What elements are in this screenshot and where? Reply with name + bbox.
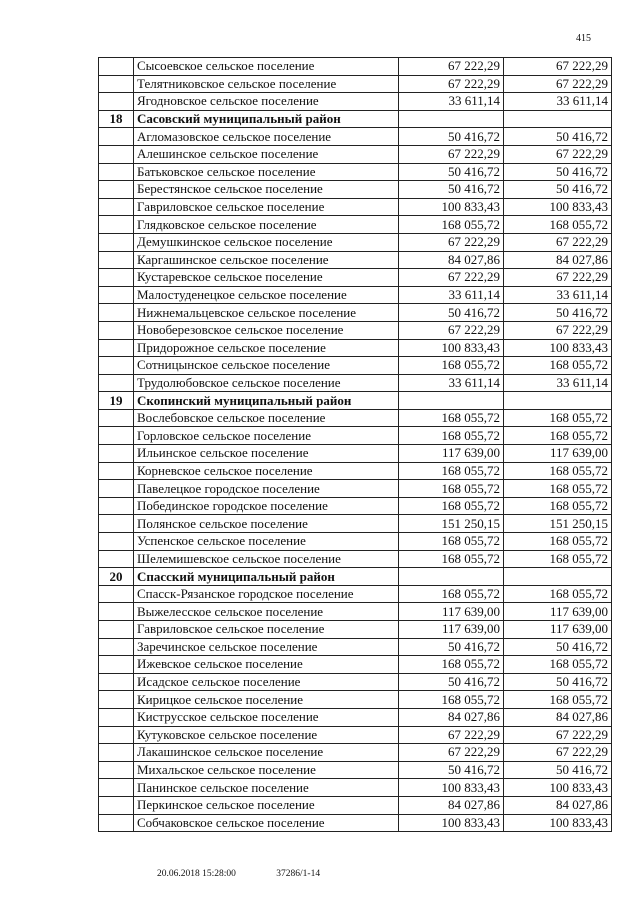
- settlement-name-cell: Гавриловское сельское поселение: [134, 621, 399, 639]
- table-row: [99, 656, 612, 674]
- row-number-cell: [99, 779, 134, 797]
- row-number-cell: [99, 585, 134, 603]
- amount-cell-1: [399, 110, 504, 128]
- amount-cell-2: 168 055,72: [504, 691, 612, 709]
- table-row: [99, 269, 612, 287]
- settlement-name-cell: Исадское сельское поселение: [134, 673, 399, 691]
- amount-cell-1: 168 055,72: [399, 497, 504, 515]
- amount-cell-2: [504, 110, 612, 128]
- settlement-name-cell: Глядковское сельское поселение: [134, 216, 399, 234]
- row-number-cell: [99, 233, 134, 251]
- table-row: [99, 58, 612, 76]
- amount-cell-2: 151 250,15: [504, 515, 612, 533]
- amount-cell-2: 168 055,72: [504, 585, 612, 603]
- table-row: [99, 339, 612, 357]
- table-row: [99, 216, 612, 234]
- amount-cell-1: 84 027,86: [399, 796, 504, 814]
- table-row: [99, 621, 612, 639]
- settlement-name-cell: Спасский муниципальный район: [134, 568, 399, 586]
- settlement-name-cell: Алешинское сельское поселение: [134, 145, 399, 163]
- amount-cell-1: 168 055,72: [399, 216, 504, 234]
- district-row: [99, 392, 612, 410]
- settlement-name-cell: Скопинский муниципальный район: [134, 392, 399, 410]
- amount-cell-2: 100 833,43: [504, 198, 612, 216]
- amount-cell-1: 67 222,29: [399, 75, 504, 93]
- amount-cell-1: 100 833,43: [399, 198, 504, 216]
- amount-cell-2: 168 055,72: [504, 497, 612, 515]
- table-row: [99, 357, 612, 375]
- settlement-name-cell: Ильинское сельское поселение: [134, 445, 399, 463]
- amount-cell-2: 100 833,43: [504, 339, 612, 357]
- amount-cell-1: 168 055,72: [399, 550, 504, 568]
- row-number-cell: [99, 269, 134, 287]
- row-number-cell: [99, 427, 134, 445]
- amount-cell-1: 84 027,86: [399, 251, 504, 269]
- amount-cell-1: 168 055,72: [399, 462, 504, 480]
- amount-cell-2: 100 833,43: [504, 779, 612, 797]
- amount-cell-2: 84 027,86: [504, 796, 612, 814]
- table-row: [99, 93, 612, 111]
- table-row: [99, 814, 612, 832]
- table-row: [99, 409, 612, 427]
- table-row: [99, 515, 612, 533]
- settlement-name-cell: Берестянское сельское поселение: [134, 181, 399, 199]
- settlement-name-cell: Сасовский муниципальный район: [134, 110, 399, 128]
- row-number-cell: 19: [99, 392, 134, 410]
- amount-cell-1: 50 416,72: [399, 128, 504, 146]
- amount-cell-1: 33 611,14: [399, 374, 504, 392]
- settlement-name-cell: Батьковское сельское поселение: [134, 163, 399, 181]
- settlement-name-cell: Выжелесское сельское поселение: [134, 603, 399, 621]
- row-number-cell: [99, 75, 134, 93]
- row-number-cell: [99, 656, 134, 674]
- table-row: [99, 779, 612, 797]
- row-number-cell: [99, 128, 134, 146]
- amount-cell-2: 117 639,00: [504, 621, 612, 639]
- amount-cell-2: 50 416,72: [504, 128, 612, 146]
- amount-cell-1: 100 833,43: [399, 779, 504, 797]
- amount-cell-2: 67 222,29: [504, 58, 612, 76]
- settlement-name-cell: Придорожное сельское поселение: [134, 339, 399, 357]
- amount-cell-1: 117 639,00: [399, 621, 504, 639]
- settlement-name-cell: Кустаревское сельское поселение: [134, 269, 399, 287]
- row-number-cell: [99, 497, 134, 515]
- footer: [157, 869, 320, 879]
- settlement-name-cell: Полянское сельское поселение: [134, 515, 399, 533]
- settlement-name-cell: Кутуковское сельское поселение: [134, 726, 399, 744]
- settlement-name-cell: Лакашинское сельское поселение: [134, 744, 399, 762]
- amount-cell-2: 84 027,86: [504, 708, 612, 726]
- amount-cell-2: 67 222,29: [504, 744, 612, 762]
- row-number-cell: [99, 796, 134, 814]
- table-row: [99, 638, 612, 656]
- settlement-name-cell: Новоберезовское сельское поселение: [134, 321, 399, 339]
- settlement-name-cell: Перкинское сельское поселение: [134, 796, 399, 814]
- footer-timestamp: 20.06.2018 15:28:00: [157, 869, 236, 879]
- row-number-cell: [99, 321, 134, 339]
- settlement-name-cell: Малостуденецкое сельское поселение: [134, 286, 399, 304]
- amount-cell-1: 67 222,29: [399, 233, 504, 251]
- amount-cell-2: 168 055,72: [504, 462, 612, 480]
- table-row: [99, 181, 612, 199]
- amount-cell-1: 67 222,29: [399, 321, 504, 339]
- row-number-cell: [99, 814, 134, 832]
- table-row: [99, 427, 612, 445]
- table-row: [99, 321, 612, 339]
- table-body: [99, 58, 612, 832]
- settlement-name-cell: Ягодновское сельское поселение: [134, 93, 399, 111]
- row-number-cell: [99, 339, 134, 357]
- settlement-name-cell: Спасск-Рязанское городское поселение: [134, 585, 399, 603]
- row-number-cell: [99, 216, 134, 234]
- row-number-cell: [99, 603, 134, 621]
- settlement-name-cell: Панинское сельское поселение: [134, 779, 399, 797]
- row-number-cell: [99, 163, 134, 181]
- row-number-cell: [99, 357, 134, 375]
- amount-cell-2: 67 222,29: [504, 726, 612, 744]
- table-row: [99, 128, 612, 146]
- amount-cell-2: 50 416,72: [504, 761, 612, 779]
- row-number-cell: [99, 304, 134, 322]
- row-number-cell: [99, 251, 134, 269]
- row-number-cell: [99, 533, 134, 551]
- table-row: [99, 304, 612, 322]
- amount-cell-2: 33 611,14: [504, 374, 612, 392]
- row-number-cell: 20: [99, 568, 134, 586]
- table-row: [99, 163, 612, 181]
- amount-cell-1: 84 027,86: [399, 708, 504, 726]
- amount-cell-1: 168 055,72: [399, 691, 504, 709]
- table-row: [99, 550, 612, 568]
- row-number-cell: [99, 198, 134, 216]
- table-row: [99, 708, 612, 726]
- table-row: [99, 603, 612, 621]
- amount-cell-2: 168 055,72: [504, 216, 612, 234]
- amount-cell-2: 50 416,72: [504, 181, 612, 199]
- settlement-name-cell: Кирицкое сельское поселение: [134, 691, 399, 709]
- row-number-cell: [99, 286, 134, 304]
- amount-cell-2: 50 416,72: [504, 638, 612, 656]
- amount-cell-2: 117 639,00: [504, 603, 612, 621]
- settlement-name-cell: Киструсское сельское поселение: [134, 708, 399, 726]
- table-row: [99, 691, 612, 709]
- table-row: [99, 374, 612, 392]
- amount-cell-1: 67 222,29: [399, 58, 504, 76]
- amount-cell-1: 33 611,14: [399, 93, 504, 111]
- row-number-cell: [99, 93, 134, 111]
- amount-cell-1: 50 416,72: [399, 638, 504, 656]
- amount-cell-1: 117 639,00: [399, 445, 504, 463]
- row-number-cell: [99, 445, 134, 463]
- table-row: [99, 726, 612, 744]
- settlement-name-cell: Трудолюбовское сельское поселение: [134, 374, 399, 392]
- settlement-name-cell: Павелецкое городское поселение: [134, 480, 399, 498]
- amount-cell-1: 100 833,43: [399, 339, 504, 357]
- amount-cell-1: 168 055,72: [399, 480, 504, 498]
- table-row: [99, 533, 612, 551]
- amount-cell-1: [399, 392, 504, 410]
- settlement-name-cell: Сысоевское сельское поселение: [134, 58, 399, 76]
- row-number-cell: [99, 409, 134, 427]
- amount-cell-2: [504, 392, 612, 410]
- settlement-name-cell: Ижевское сельское поселение: [134, 656, 399, 674]
- amount-cell-1: 100 833,43: [399, 814, 504, 832]
- row-number-cell: [99, 726, 134, 744]
- amount-cell-2: 168 055,72: [504, 656, 612, 674]
- row-number-cell: [99, 374, 134, 392]
- row-number-cell: [99, 181, 134, 199]
- allocation-table: [98, 57, 612, 832]
- district-row: [99, 568, 612, 586]
- table-row: [99, 761, 612, 779]
- amount-cell-1: 168 055,72: [399, 427, 504, 445]
- amount-cell-2: 67 222,29: [504, 321, 612, 339]
- amount-cell-2: 33 611,14: [504, 286, 612, 304]
- amount-cell-1: 168 055,72: [399, 533, 504, 551]
- amount-cell-2: 117 639,00: [504, 445, 612, 463]
- amount-cell-2: 67 222,29: [504, 233, 612, 251]
- amount-cell-2: 84 027,86: [504, 251, 612, 269]
- row-number-cell: [99, 462, 134, 480]
- table-row: [99, 462, 612, 480]
- page-number: 415: [576, 33, 591, 44]
- amount-cell-1: 33 611,14: [399, 286, 504, 304]
- district-row: [99, 110, 612, 128]
- settlement-name-cell: Шелемишевское сельское поселение: [134, 550, 399, 568]
- settlement-name-cell: Михальское сельское поселение: [134, 761, 399, 779]
- amount-cell-1: 168 055,72: [399, 409, 504, 427]
- amount-cell-1: 168 055,72: [399, 357, 504, 375]
- table-row: [99, 445, 612, 463]
- row-number-cell: [99, 515, 134, 533]
- amount-cell-2: 50 416,72: [504, 163, 612, 181]
- amount-cell-1: 67 222,29: [399, 145, 504, 163]
- amount-cell-1: 168 055,72: [399, 585, 504, 603]
- amount-cell-2: 50 416,72: [504, 673, 612, 691]
- amount-cell-1: 50 416,72: [399, 163, 504, 181]
- amount-cell-2: 168 055,72: [504, 480, 612, 498]
- table-row: [99, 744, 612, 762]
- row-number-cell: [99, 761, 134, 779]
- amount-cell-1: 67 222,29: [399, 726, 504, 744]
- amount-cell-2: 100 833,43: [504, 814, 612, 832]
- table-row: [99, 75, 612, 93]
- table-row: [99, 251, 612, 269]
- table-row: [99, 233, 612, 251]
- row-number-cell: [99, 638, 134, 656]
- settlement-name-cell: Горловское сельское поселение: [134, 427, 399, 445]
- amount-cell-1: 151 250,15: [399, 515, 504, 533]
- amount-cell-2: 67 222,29: [504, 75, 612, 93]
- row-number-cell: [99, 691, 134, 709]
- amount-cell-1: 50 416,72: [399, 181, 504, 199]
- amount-cell-2: 67 222,29: [504, 269, 612, 287]
- amount-cell-1: [399, 568, 504, 586]
- settlement-name-cell: Успенское сельское поселение: [134, 533, 399, 551]
- amount-cell-2: 168 055,72: [504, 357, 612, 375]
- settlement-name-cell: Телятниковское сельское поселение: [134, 75, 399, 93]
- amount-cell-2: 168 055,72: [504, 550, 612, 568]
- table-row: [99, 145, 612, 163]
- settlement-name-cell: Демушкинское сельское поселение: [134, 233, 399, 251]
- settlement-name-cell: Гавриловское сельское поселение: [134, 198, 399, 216]
- row-number-cell: [99, 145, 134, 163]
- amount-cell-1: 50 416,72: [399, 304, 504, 322]
- amount-cell-1: 50 416,72: [399, 673, 504, 691]
- amount-cell-1: 67 222,29: [399, 269, 504, 287]
- settlement-name-cell: Корневское сельское поселение: [134, 462, 399, 480]
- settlement-name-cell: Каргашинское сельское поселение: [134, 251, 399, 269]
- amount-cell-1: 50 416,72: [399, 761, 504, 779]
- row-number-cell: [99, 708, 134, 726]
- table-row: [99, 585, 612, 603]
- table-row: [99, 286, 612, 304]
- table-row: [99, 497, 612, 515]
- row-number-cell: [99, 480, 134, 498]
- table-row: [99, 480, 612, 498]
- settlement-name-cell: Собчаковское сельское поселение: [134, 814, 399, 832]
- table-row: [99, 198, 612, 216]
- table-row: [99, 796, 612, 814]
- amount-cell-2: 168 055,72: [504, 409, 612, 427]
- settlement-name-cell: Заречинское сельское поселение: [134, 638, 399, 656]
- settlement-name-cell: Вослебовское сельское поселение: [134, 409, 399, 427]
- amount-cell-2: 50 416,72: [504, 304, 612, 322]
- amount-cell-2: 33 611,14: [504, 93, 612, 111]
- table-row: [99, 673, 612, 691]
- row-number-cell: [99, 550, 134, 568]
- row-number-cell: 18: [99, 110, 134, 128]
- settlement-name-cell: Нижнемальцевское сельское поселение: [134, 304, 399, 322]
- settlement-name-cell: Побединское городское поселение: [134, 497, 399, 515]
- row-number-cell: [99, 744, 134, 762]
- amount-cell-1: 67 222,29: [399, 744, 504, 762]
- row-number-cell: [99, 621, 134, 639]
- amount-cell-1: 117 639,00: [399, 603, 504, 621]
- row-number-cell: [99, 58, 134, 76]
- amount-cell-2: [504, 568, 612, 586]
- amount-cell-2: 168 055,72: [504, 533, 612, 551]
- footer-doc-id: 37286/1-14: [276, 869, 321, 879]
- amount-cell-2: 168 055,72: [504, 427, 612, 445]
- amount-cell-2: 67 222,29: [504, 145, 612, 163]
- row-number-cell: [99, 673, 134, 691]
- amount-cell-1: 168 055,72: [399, 656, 504, 674]
- settlement-name-cell: Агломазовское сельское поселение: [134, 128, 399, 146]
- settlement-name-cell: Сотницынское сельское поселение: [134, 357, 399, 375]
